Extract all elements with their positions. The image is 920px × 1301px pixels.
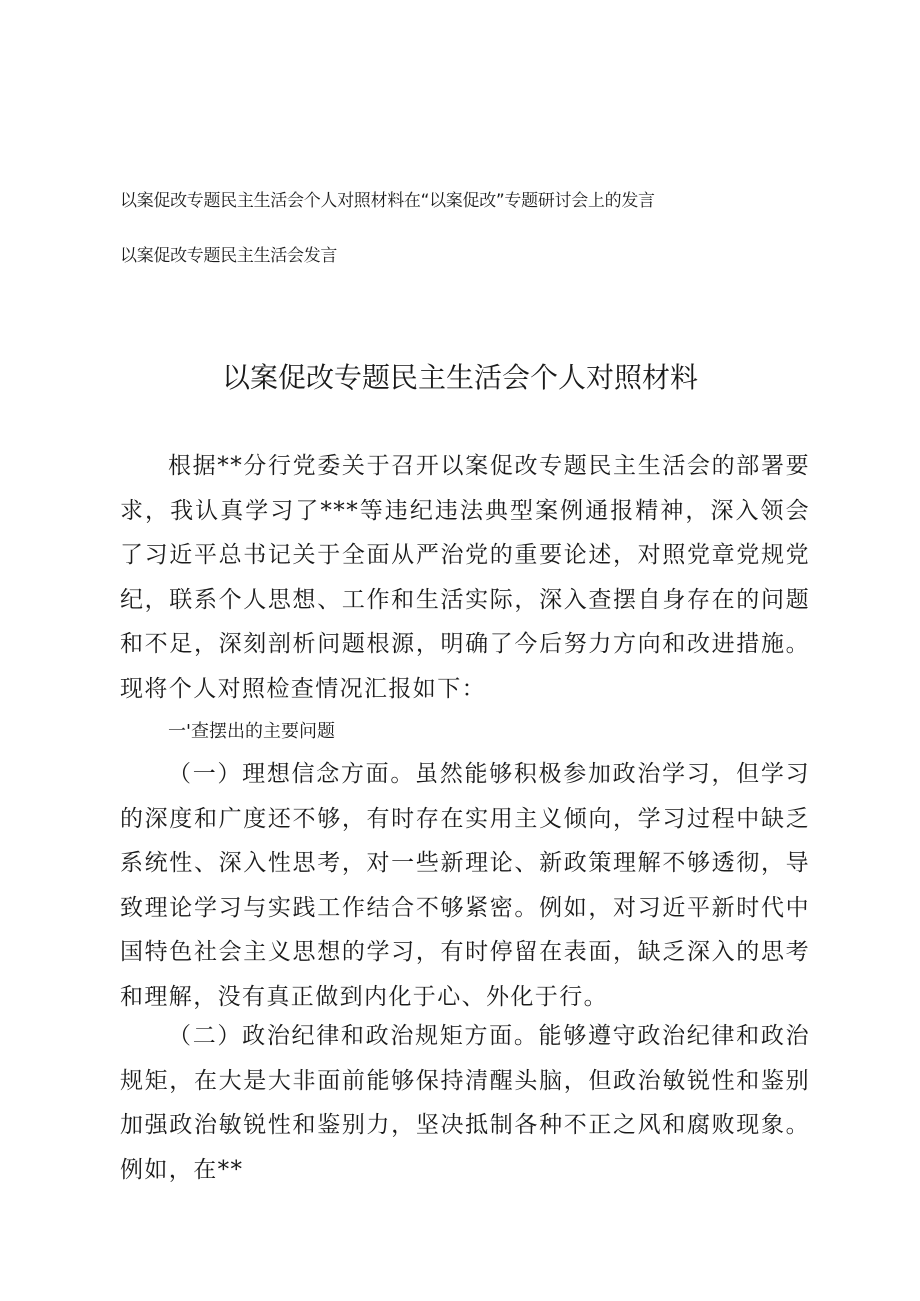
- section-heading: 一'查摆出的主要问题: [168, 721, 335, 742]
- toc-line-1: 以案促改专题民主生活会个人对照材料在“以案促改”专题研讨会上的发言: [120, 191, 655, 211]
- paragraph-political-discipline: （二）政治纪律和政治规矩方面。能够遵守政治纪律和政治规矩，在大是大非面前能够保持清醒头脑，但政治敏锐性和鉴别加强政治敏锐性和鉴别力，坚决抵制各种不正之风和腐败现象。例如，在**: [120, 1023, 810, 1183]
- paragraph-ideals-beliefs: （一）理想信念方面。虽然能够积极参加政治学习，但学习的深度和广度还不够，有时存在实用主义倾向，学习过程中缺乏系统性、深入性思考，对一些新理论、新政策理解不够透彻，导致理论学习与实践工作结合不够紧密。例如，对习近平新时代中国特色社会主义思想的学习，有时停留在表面，缺乏深入的思考和理解，没有真正做到内化于心、外化于行。: [120, 761, 810, 1010]
- toc-line-2: 以案促改专题民主生活会发言: [120, 246, 338, 266]
- document-title: 以案促改专题民主生活会个人对照材料: [221, 361, 698, 394]
- intro-paragraph: 根据**分行党委关于召开以案促改专题民主生活会的部署要求，我认真学习了***等违纪违法典型案例通报精神，深入领会了习近平总书记关于全面从严治党的重要论述，对照党章党规党纪，联系个人思想、工作和生活实际，深入查摆自身存在的问题和不足，深刻剖析问题根源，明确了今后努力方向和改进措施。现将个人对照检查情况汇报如下：: [120, 453, 810, 702]
